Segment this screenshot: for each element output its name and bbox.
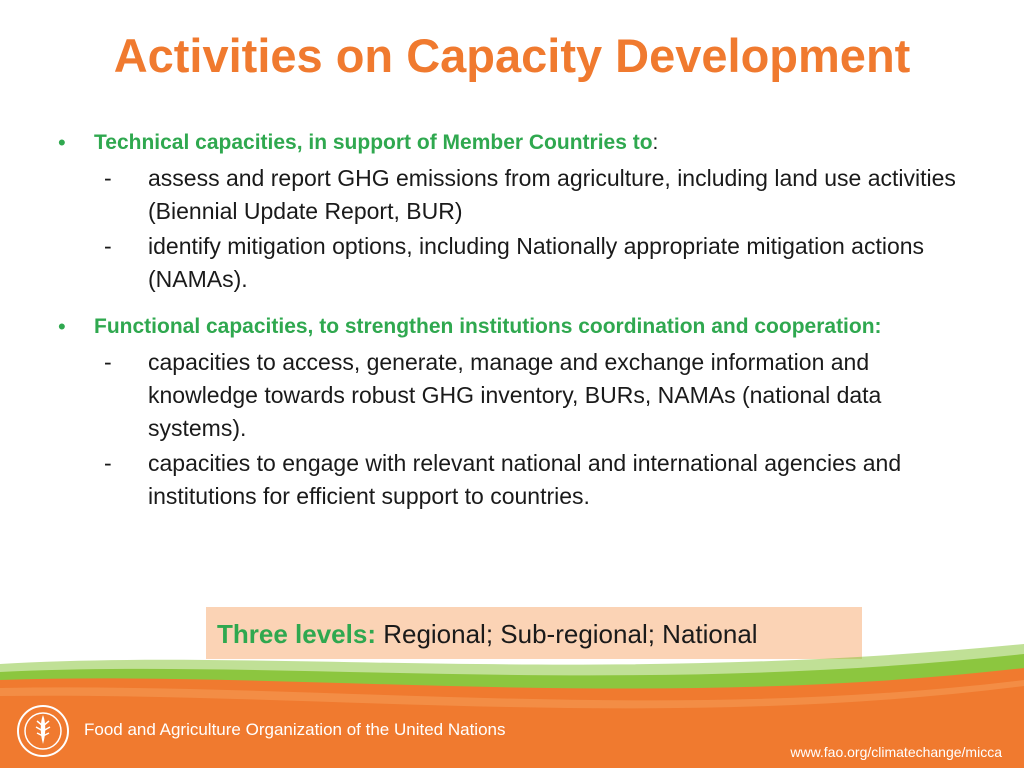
bullet-functional (58, 310, 978, 513)
organization-name: Food and Agriculture Organization of the United Nations (84, 720, 506, 739)
bullet-marker: • (58, 130, 66, 155)
sub-item (104, 346, 978, 445)
bullet-heading (94, 310, 978, 343)
sub-item (104, 162, 978, 228)
sub-item-text: assess and report GHG emissions from agriculture, including land use activities (Biennial Update Report, BUR) (148, 165, 956, 224)
dash-marker: - (104, 349, 112, 375)
bullet-technical (58, 126, 978, 296)
fao-logo-icon (16, 704, 70, 758)
slide-content (58, 126, 978, 513)
sub-item (104, 230, 978, 296)
bullet-heading (94, 126, 978, 159)
levels-label: Three levels: (217, 619, 376, 649)
bullet-marker: • (58, 314, 66, 339)
sub-item (104, 447, 978, 513)
dash-marker: - (104, 165, 112, 191)
slide-title: Activities on Capacity Development (113, 29, 911, 82)
sub-list (94, 162, 978, 296)
bullet-heading-text: Functional capacities, to strengthen institutions coordination and cooperation: (94, 315, 882, 338)
dash-marker: - (104, 450, 112, 476)
sub-list (94, 346, 978, 513)
bullet-heading-text: Technical capacities, in support of Member Countries to (94, 131, 653, 154)
sub-item-text: capacities to access, generate, manage and exchange information and knowledge towards robust GHG inventory, BURs, NAMAs (national data systems). (148, 349, 882, 441)
levels-text: Regional; Sub-regional; National (375, 619, 758, 649)
sub-item-text: identify mitigation options, including Nationally appropriate mitigation actions (NAMAs). (148, 233, 925, 292)
bullet-heading-colon: : (652, 131, 659, 154)
footer-url: www.fao.org/climatechange/micca (790, 744, 1002, 760)
dash-marker: - (104, 233, 112, 259)
sub-item-text: capacities to engage with relevant national and international agencies and institutions for efficient support to countries. (148, 450, 902, 509)
